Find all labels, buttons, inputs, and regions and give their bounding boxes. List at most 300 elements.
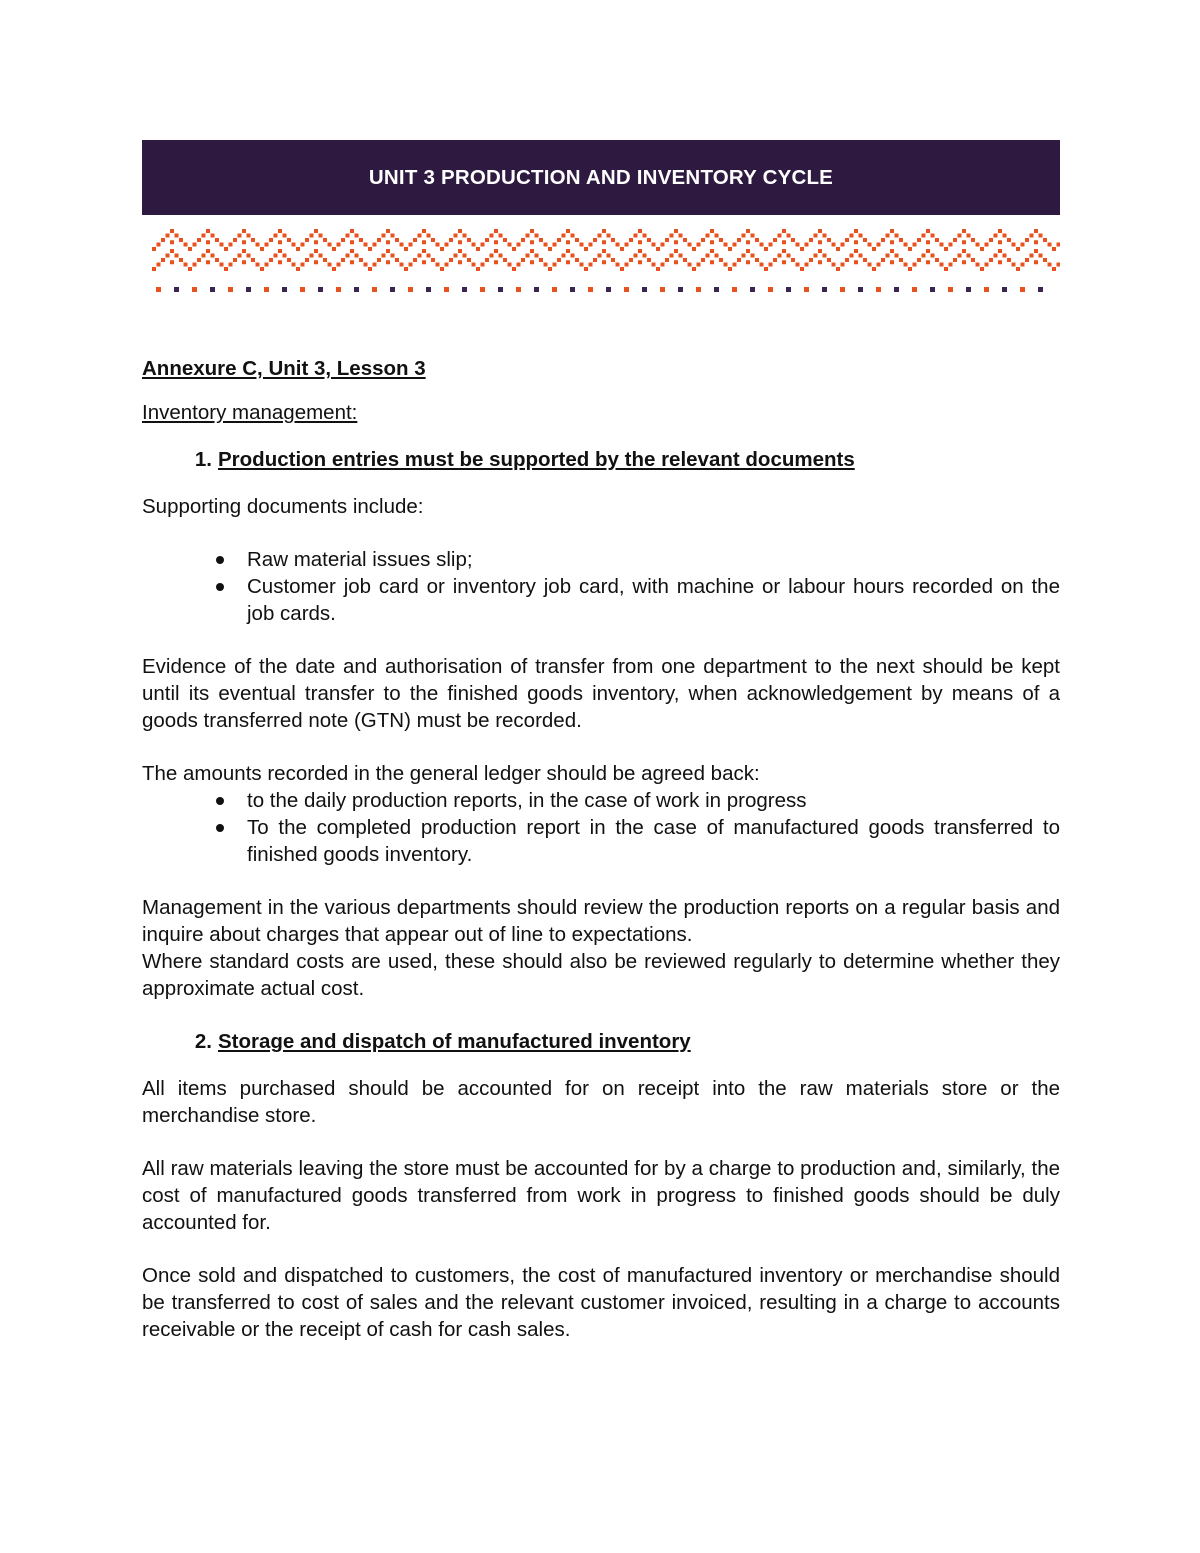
annexure-heading: Annexure C, Unit 3, Lesson 3 <box>142 357 426 380</box>
zigzag-pixel <box>242 240 246 244</box>
zigzag-pixel <box>854 249 858 253</box>
zigzag-pixel <box>746 240 750 244</box>
zigzag-pixel <box>427 234 431 238</box>
zigzag-pixel <box>710 249 714 253</box>
zigzag-pixel <box>796 243 800 247</box>
zigzag-pixel <box>197 238 201 242</box>
zigzag-pixel <box>539 258 543 262</box>
zigzag-pixel <box>503 258 507 262</box>
zigzag-pixel <box>382 234 386 238</box>
zigzag-pixel <box>994 254 998 258</box>
raw-materials-paragraph: All raw materials leaving the store must be accounted for by a charge to production and, similarly, the cost of manufactured goods transferred from work in progress to finished goods should be duly accounted for. <box>142 1157 1060 1234</box>
zigzag-pixel <box>467 238 471 242</box>
zigzag-pixel <box>512 247 516 251</box>
zigzag-pixel <box>454 254 458 258</box>
zigzag-pixel <box>755 238 759 242</box>
zigzag-pixel <box>571 254 575 258</box>
zigzag-pixel <box>314 229 318 233</box>
zigzag-pixel <box>247 234 251 238</box>
zigzag-pixel <box>1034 249 1038 253</box>
zigzag-pixel <box>935 258 939 262</box>
zigzag-pixel <box>620 267 624 271</box>
pattern-dot <box>768 287 773 292</box>
zigzag-pixel <box>602 249 606 253</box>
zigzag-pixel <box>319 254 323 258</box>
zigzag-pixel <box>157 243 161 247</box>
zigzag-pixel <box>431 258 435 262</box>
standard-costs-paragraph: Where standard costs are used, these should also be reviewed regularly to determine whether they approximate actual cost. <box>142 950 1060 1000</box>
zigzag-pixel <box>976 243 980 247</box>
zigzag-pixel <box>220 263 224 267</box>
pattern-dot <box>966 287 971 292</box>
pattern-dot <box>930 287 935 292</box>
zigzag-pixel <box>1003 254 1007 258</box>
zigzag-pixel <box>967 234 971 238</box>
zigzag-pixel <box>701 238 705 242</box>
zigzag-pixel <box>661 263 665 267</box>
zigzag-pixel <box>926 249 930 253</box>
pattern-dot <box>696 287 701 292</box>
zigzag-pixel <box>863 258 867 262</box>
zigzag-pixel <box>539 238 543 242</box>
zigzag-pixel <box>355 254 359 258</box>
zigzag-pixel <box>1012 243 1016 247</box>
pattern-dot <box>156 287 161 292</box>
zigzag-pixel <box>890 249 894 253</box>
zigzag-pixel <box>782 249 786 253</box>
zigzag-pixel <box>998 249 1002 253</box>
zigzag-pixel <box>278 260 282 264</box>
zigzag-pixel <box>350 260 354 264</box>
zigzag-pixel <box>512 267 516 271</box>
zigzag-pixel <box>157 263 161 267</box>
zigzag-pixel <box>233 238 237 242</box>
zigzag-pixel <box>953 258 957 262</box>
zigzag-pixel <box>706 254 710 258</box>
zigzag-pixel <box>998 229 1002 233</box>
zigzag-pixel <box>409 243 413 247</box>
zigzag-pixel <box>305 238 309 242</box>
zigzag-pixel <box>922 254 926 258</box>
zigzag-pixel <box>940 263 944 267</box>
pattern-dot <box>804 287 809 292</box>
zigzag-pixel <box>211 234 215 238</box>
zigzag-pixel <box>562 254 566 258</box>
zigzag-pixel <box>1016 247 1020 251</box>
zigzag-pixel <box>526 254 530 258</box>
zigzag-pixel <box>350 240 354 244</box>
zigzag-pixel <box>733 243 737 247</box>
zigzag-pixel <box>868 263 872 267</box>
zigzag-pixel <box>332 267 336 271</box>
zigzag-pixel <box>296 267 300 271</box>
pattern-dot <box>606 287 611 292</box>
zigzag-pixel <box>845 238 849 242</box>
zigzag-pixel <box>472 263 476 267</box>
zigzag-pixel <box>314 240 318 244</box>
zigzag-pixel <box>170 229 174 233</box>
zigzag-pixel <box>521 258 525 262</box>
document-body <box>142 355 1060 1343</box>
zigzag-pixel <box>206 229 210 233</box>
zigzag-pixel <box>337 243 341 247</box>
zigzag-pixel <box>593 238 597 242</box>
zigzag-pixel <box>458 240 462 244</box>
zigzag-pixel <box>292 243 296 247</box>
zigzag-pixel <box>764 247 768 251</box>
zigzag-pixel <box>544 263 548 267</box>
zigzag-pixel <box>728 267 732 271</box>
zigzag-pixel <box>269 258 273 262</box>
zigzag-pixel <box>188 267 192 271</box>
pattern-dot <box>714 287 719 292</box>
zigzag-pixel <box>751 254 755 258</box>
zigzag-pixel <box>796 263 800 267</box>
zigzag-pixel <box>872 267 876 271</box>
zigzag-pixel <box>580 263 584 267</box>
zigzag-pixel <box>494 249 498 253</box>
zigzag-pixel <box>445 243 449 247</box>
zigzag-pixel <box>1052 267 1056 271</box>
zigzag-pixel <box>922 234 926 238</box>
zigzag-pixel <box>895 234 899 238</box>
zigzag-pixel <box>206 249 210 253</box>
zigzag-pixel <box>472 243 476 247</box>
zigzag-pixel <box>395 258 399 262</box>
zigzag-pixel <box>242 260 246 264</box>
zigzag-pixel <box>989 258 993 262</box>
zigzag-pixel <box>832 243 836 247</box>
list-item: to the daily production reports, in the case of work in progress <box>142 787 1060 814</box>
zigzag-pixel <box>580 243 584 247</box>
zigzag-pixel <box>926 260 930 264</box>
zigzag-pixel <box>598 234 602 238</box>
zigzag-pixel <box>292 263 296 267</box>
zigzag-pixel <box>287 238 291 242</box>
zigzag-pixel <box>926 229 930 233</box>
pattern-dot <box>732 287 737 292</box>
zigzag-pixel <box>436 263 440 267</box>
zigzag-pixel <box>616 243 620 247</box>
zigzag-pixel <box>980 247 984 251</box>
zigzag-pixel <box>386 229 390 233</box>
zigzag-pixel <box>301 263 305 267</box>
zigzag-pixel <box>638 240 642 244</box>
zigzag-pattern-icon <box>142 225 1060 300</box>
zigzag-pixel <box>458 249 462 253</box>
zigzag-pixel <box>944 267 948 271</box>
zigzag-pixel <box>382 254 386 258</box>
zigzag-pixel <box>508 243 512 247</box>
zigzag-pixel <box>899 258 903 262</box>
zigzag-pixel <box>341 258 345 262</box>
zigzag-pixel <box>854 229 858 233</box>
zigzag-pixel <box>508 263 512 267</box>
zigzag-pixel <box>584 267 588 271</box>
zigzag-pixel <box>422 229 426 233</box>
zigzag-pixel <box>782 229 786 233</box>
zigzag-pixel <box>481 243 485 247</box>
zigzag-pixel <box>485 238 489 242</box>
zigzag-pixel <box>697 243 701 247</box>
zigzag-pixel <box>697 263 701 267</box>
zigzag-pixel <box>274 254 278 258</box>
zigzag-pixel <box>665 258 669 262</box>
zigzag-pixel <box>449 238 453 242</box>
zigzag-pixel <box>566 240 570 244</box>
zigzag-pixel <box>647 258 651 262</box>
zigzag-pixel <box>350 249 354 253</box>
pattern-dot <box>318 287 323 292</box>
zigzag-pixel <box>166 254 170 258</box>
zigzag-pixel <box>152 267 156 271</box>
zigzag-pixel <box>404 247 408 251</box>
zigzag-pixel <box>454 234 458 238</box>
zigzag-pixel <box>328 263 332 267</box>
pattern-dot <box>444 287 449 292</box>
zigzag-pixel <box>791 238 795 242</box>
zigzag-pixel <box>224 267 228 271</box>
pattern-dot <box>246 287 251 292</box>
zigzag-pixel <box>958 234 962 238</box>
zigzag-pixel <box>773 258 777 262</box>
zigzag-pixel <box>224 247 228 251</box>
bullet-icon <box>216 583 224 591</box>
zigzag-pixel <box>643 254 647 258</box>
zigzag-pixel <box>1043 238 1047 242</box>
zigzag-pixel <box>310 234 314 238</box>
zigzag-pixel <box>674 240 678 244</box>
pattern-dot <box>894 287 899 292</box>
zigzag-pixel <box>782 260 786 264</box>
zigzag-pixel <box>553 243 557 247</box>
zigzag-pixel <box>791 258 795 262</box>
zigzag-pixel <box>710 240 714 244</box>
zigzag-pixel <box>998 260 1002 264</box>
zigzag-pixel <box>530 240 534 244</box>
zigzag-pixel <box>683 238 687 242</box>
zigzag-pixel <box>890 260 894 264</box>
zigzag-pixel <box>850 234 854 238</box>
pattern-dot <box>426 287 431 292</box>
zigzag-pixel <box>566 229 570 233</box>
list-item: Customer job card or inventory job card, with machine or labour hours recorded on the job cards. <box>142 573 1060 627</box>
zigzag-pixel <box>1057 243 1061 247</box>
zigzag-pixel <box>494 229 498 233</box>
zigzag-pixel <box>310 254 314 258</box>
zigzag-pixel <box>674 260 678 264</box>
list-item: Raw material issues slip; <box>142 546 1060 573</box>
zigzag-pixel <box>692 247 696 251</box>
zigzag-pixel <box>958 254 962 258</box>
zigzag-pixel <box>359 238 363 242</box>
zigzag-pixel <box>935 238 939 242</box>
zigzag-pixel <box>719 238 723 242</box>
zigzag-pixel <box>634 234 638 238</box>
zigzag-pixel <box>688 263 692 267</box>
zigzag-pixel <box>206 240 210 244</box>
zigzag-pixel <box>548 247 552 251</box>
zigzag-pixel <box>346 234 350 238</box>
zigzag-pixel <box>440 247 444 251</box>
zigzag-pixel <box>890 240 894 244</box>
zigzag-pixel <box>800 267 804 271</box>
zigzag-pixel <box>314 249 318 253</box>
zigzag-pixel <box>688 243 692 247</box>
zigzag-pixel <box>400 243 404 247</box>
zigzag-pixel <box>575 258 579 262</box>
zigzag-pixel <box>674 249 678 253</box>
zigzag-pixel <box>476 267 480 271</box>
zigzag-pixel <box>364 243 368 247</box>
zigzag-pixel <box>152 247 156 251</box>
pattern-dot <box>1038 287 1043 292</box>
list-item: To the completed production report in the case of manufactured goods transferred to finished goods inventory. <box>142 814 1060 868</box>
zigzag-pixel <box>346 254 350 258</box>
pattern-dot <box>282 287 287 292</box>
zigzag-pixel <box>886 254 890 258</box>
zigzag-pixel <box>971 258 975 262</box>
zigzag-pixel <box>1021 263 1025 267</box>
zigzag-pixel <box>305 258 309 262</box>
zigzag-pixel <box>319 234 323 238</box>
zigzag-pixel <box>229 263 233 267</box>
zigzag-pixel <box>1030 254 1034 258</box>
zigzag-pixel <box>1003 234 1007 238</box>
zigzag-pixel <box>670 254 674 258</box>
zigzag-pixel <box>625 263 629 267</box>
zigzag-pixel <box>526 234 530 238</box>
zigzag-pixel <box>724 263 728 267</box>
section-2-number: 2. <box>194 1030 212 1053</box>
section-1-heading <box>142 446 1060 473</box>
ledger-list <box>142 787 1060 868</box>
pattern-dot <box>192 287 197 292</box>
zigzag-pixel <box>485 258 489 262</box>
zigzag-pixel <box>778 234 782 238</box>
zigzag-pixel <box>193 263 197 267</box>
pattern-dot <box>570 287 575 292</box>
pattern-dot <box>786 287 791 292</box>
zigzag-pixel <box>611 238 615 242</box>
section-2-heading <box>142 1028 1060 1055</box>
pattern-dot <box>174 287 179 292</box>
zigzag-pixel <box>1025 238 1029 242</box>
zigzag-pixel <box>413 238 417 242</box>
zigzag-pixel <box>787 254 791 258</box>
zigzag-pixel <box>175 234 179 238</box>
zigzag-pixel <box>638 249 642 253</box>
zigzag-pixel <box>805 263 809 267</box>
zigzag-pixel <box>202 234 206 238</box>
zigzag-pixel <box>895 254 899 258</box>
zigzag-pixel <box>980 267 984 271</box>
pattern-dot <box>534 287 539 292</box>
pattern-dot <box>300 287 305 292</box>
zigzag-pixel <box>260 247 264 251</box>
pattern-dot <box>408 287 413 292</box>
zigzag-pixel <box>760 263 764 267</box>
zigzag-pixel <box>908 247 912 251</box>
zigzag-pixel <box>215 238 219 242</box>
zigzag-pixel <box>737 258 741 262</box>
zigzag-pixel <box>260 267 264 271</box>
zigzag-pixel <box>746 260 750 264</box>
zigzag-pixel <box>814 254 818 258</box>
zigzag-pixel <box>719 258 723 262</box>
zigzag-pixel <box>458 229 462 233</box>
pattern-dot <box>480 287 485 292</box>
zigzag-pixel <box>377 238 381 242</box>
zigzag-pixel <box>328 243 332 247</box>
zigzag-pixel <box>175 254 179 258</box>
zigzag-pixel <box>773 238 777 242</box>
zigzag-pixel <box>490 234 494 238</box>
zigzag-pixel <box>679 254 683 258</box>
zigzag-pixel <box>337 263 341 267</box>
zigzag-pixel <box>436 243 440 247</box>
zigzag-pixel <box>463 254 467 258</box>
zigzag-pixel <box>953 238 957 242</box>
pattern-dot <box>552 287 557 292</box>
zigzag-pixel <box>674 229 678 233</box>
zigzag-pixel <box>670 234 674 238</box>
zigzag-pixel <box>179 258 183 262</box>
zigzag-pixel <box>593 258 597 262</box>
zigzag-pixel <box>287 258 291 262</box>
zigzag-pixel <box>971 238 975 242</box>
zigzag-pixel <box>598 254 602 258</box>
zigzag-pixel <box>179 238 183 242</box>
zigzag-pixel <box>769 263 773 267</box>
zigzag-pixel <box>238 254 242 258</box>
zigzag-pixel <box>836 247 840 251</box>
zigzag-pixel <box>602 260 606 264</box>
zigzag-pixel <box>323 238 327 242</box>
zigzag-pixel <box>535 254 539 258</box>
pattern-dot <box>354 287 359 292</box>
zigzag-pixel <box>386 240 390 244</box>
zigzag-pixel <box>211 254 215 258</box>
zigzag-pixel <box>1034 229 1038 233</box>
zigzag-pixel <box>161 258 165 262</box>
zigzag-pixel <box>274 234 278 238</box>
zigzag-pixel <box>251 238 255 242</box>
zigzag-pixel <box>373 263 377 267</box>
zigzag-pixel <box>269 238 273 242</box>
zigzag-pixel <box>652 243 656 247</box>
zigzag-pixel <box>629 258 633 262</box>
zigzag-pixel <box>557 258 561 262</box>
zigzag-pixel <box>962 229 966 233</box>
zigzag-pixel <box>170 249 174 253</box>
unit-title-banner <box>142 140 1060 215</box>
zigzag-pixel <box>638 260 642 264</box>
zigzag-pixel <box>620 247 624 251</box>
zigzag-pixel <box>872 247 876 251</box>
pattern-dot <box>678 287 683 292</box>
zigzag-pixel <box>890 229 894 233</box>
zigzag-pixel <box>391 254 395 258</box>
zigzag-pixel <box>724 243 728 247</box>
zigzag-pixel <box>841 243 845 247</box>
zigzag-pixel <box>1034 240 1038 244</box>
zigzag-pixel <box>787 234 791 238</box>
zigzag-pixel <box>242 249 246 253</box>
zigzag-pixel <box>976 263 980 267</box>
zigzag-pixel <box>386 249 390 253</box>
zigzag-pixel <box>418 234 422 238</box>
